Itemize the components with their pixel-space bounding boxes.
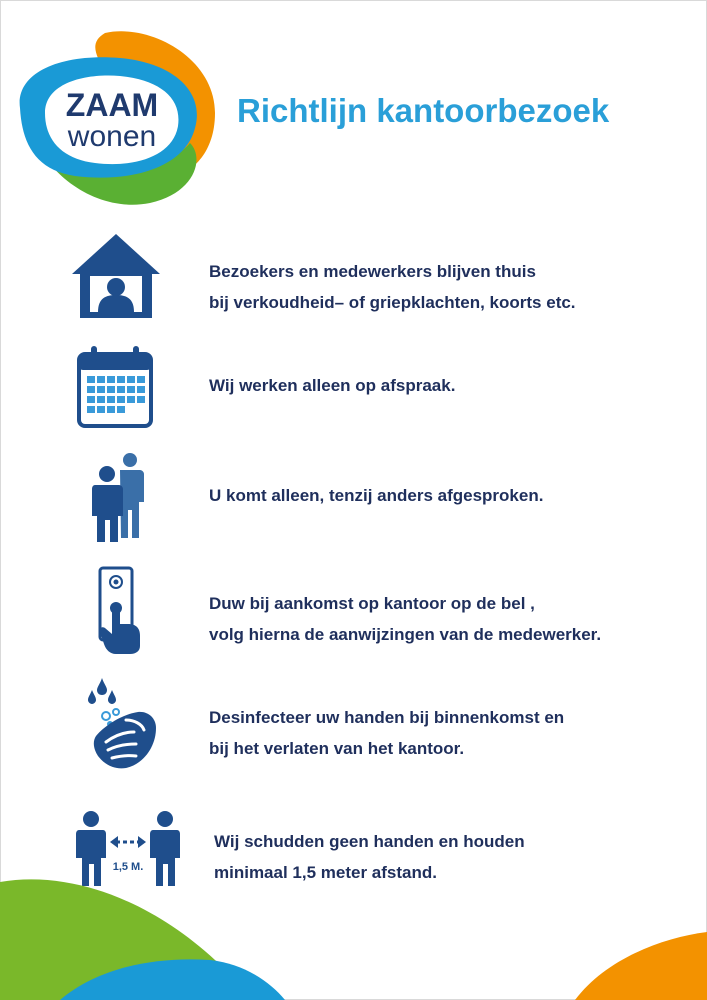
item-line: volg hierna de aanwijzingen van de medewerker. [209, 625, 602, 644]
item-line: Bezoekers en medewerkers blijven thuis [209, 262, 536, 281]
item-text-come-alone [209, 486, 543, 506]
item-line: bij het verlaten van het kantoor. [209, 739, 465, 758]
zaam-wonen-logo [10, 28, 220, 208]
item-line: bij verkoudheid– of griepklachten, koorts etc. [209, 293, 576, 312]
distance-label: 1,5 M. [112, 861, 144, 873]
two-people-icon [92, 450, 144, 542]
item-text-doorbell [209, 588, 601, 650]
item-line: Desinfecteer uw handen bij binnenkomst en [209, 708, 565, 727]
item-line: U komt alleen, tenzij anders afgesproken. [209, 486, 544, 505]
item-line: minimaal 1,5 meter afstand. [214, 863, 437, 882]
logo-text-zaam: ZAAM [65, 87, 159, 123]
page-title: Richtlijn kantoorbezoek [237, 92, 610, 129]
house-person-icon [70, 232, 162, 320]
doorbell-icon [96, 566, 144, 654]
item-text-stay-home [209, 256, 576, 318]
logo-text-wonen: wonen [67, 120, 157, 153]
hand-wash-icon [86, 676, 158, 772]
item-line: Duw bij aankomst op kantoor op de bel , [209, 594, 535, 613]
item-text-appointment [209, 376, 455, 396]
bottom-decoration [0, 860, 707, 1000]
calendar-icon [77, 344, 153, 428]
item-line: Wij schudden geen handen en houden [214, 832, 525, 851]
logo-graphic [10, 28, 220, 208]
item-text-disinfect [209, 702, 564, 764]
item-line: Wij werken alleen op afspraak. [209, 376, 456, 395]
